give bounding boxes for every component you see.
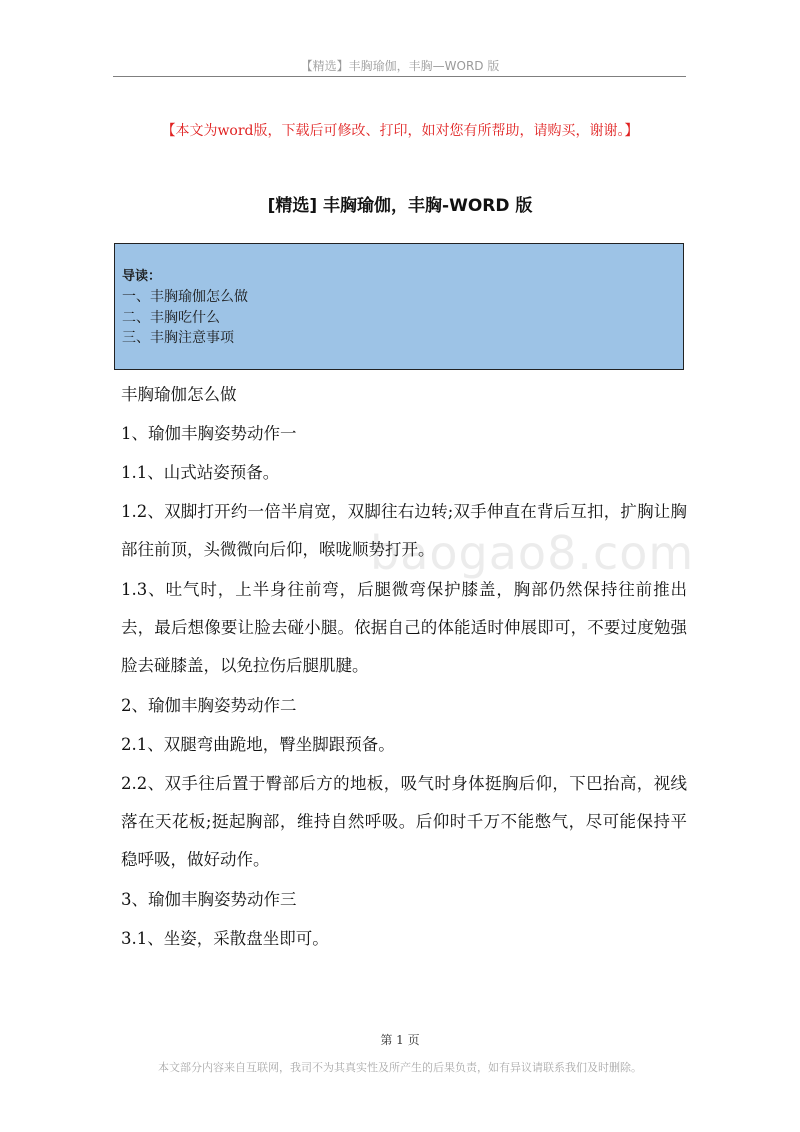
- purchase-notice: 【本文为word版，下载后可修改、打印，如对您有所帮助，请购买，谢谢。】: [161, 123, 639, 139]
- page-header: 【精选】丰胸瑜伽，丰胸—WORD 版: [300, 59, 500, 73]
- watermark: baogao8.com: [370, 526, 695, 580]
- step-paragraph: 3.1、坐姿，采散盘坐即可。: [121, 929, 329, 948]
- guide-label: 导读：: [122, 269, 162, 284]
- header-divider: [113, 76, 686, 77]
- page-number: 第 1 页: [380, 1033, 420, 1047]
- step-heading: 3、瑜伽丰胸姿势动作三: [121, 890, 297, 909]
- guide-item: 一、丰胸瑜伽怎么做: [122, 289, 248, 305]
- step-heading: 1、瑜伽丰胸姿势动作一: [121, 424, 297, 443]
- guide-box: [114, 243, 684, 370]
- footer-disclaimer: 本文部分内容来自互联网，我司不为其真实性及所产生的后果负责，如有异议请联系我们及时删除。: [158, 1061, 642, 1074]
- step-paragraph: 1.2、双脚打开约一倍半肩宽，双脚往右边转;双手伸直在背后互扣，扩胸让胸部往前顶，头微微向后仰，喉咙顺势打开。: [121, 502, 687, 559]
- step-paragraph: 1.3、吐气时，上半身往前弯，后腿微弯保护膝盖，胸部仍然保持往前推出去，最后想像要让脸去碰小腿。依据自己的体能适时伸展即可，不要过度勉强脸去碰膝盖，以免拉伤后腿肌腱。: [121, 580, 687, 675]
- guide-item: 二、丰胸吃什么: [122, 309, 220, 326]
- body-content: [121, 376, 687, 959]
- step-paragraph: 2.2、双手往后置于臀部后方的地板，吸气时身体挺胸后仰，下巴抬高，视线落在天花板;挺起胸部，维持自然呼吸。后仰时千万不能憋气，尽可能保持平稳呼吸，做好动作。: [121, 774, 687, 869]
- guide-item: 三、丰胸注意事项: [122, 330, 234, 346]
- section-heading: 丰胸瑜伽怎么做: [121, 385, 237, 404]
- step-paragraph: 1.1、山式站姿预备。: [121, 463, 280, 482]
- step-heading: 2、瑜伽丰胸姿势动作二: [121, 696, 297, 715]
- step-paragraph: 2.1、双腿弯曲跪地，臀坐脚跟预备。: [121, 735, 395, 754]
- document-title: [精选] 丰胸瑜伽，丰胸-WORD 版: [267, 196, 533, 216]
